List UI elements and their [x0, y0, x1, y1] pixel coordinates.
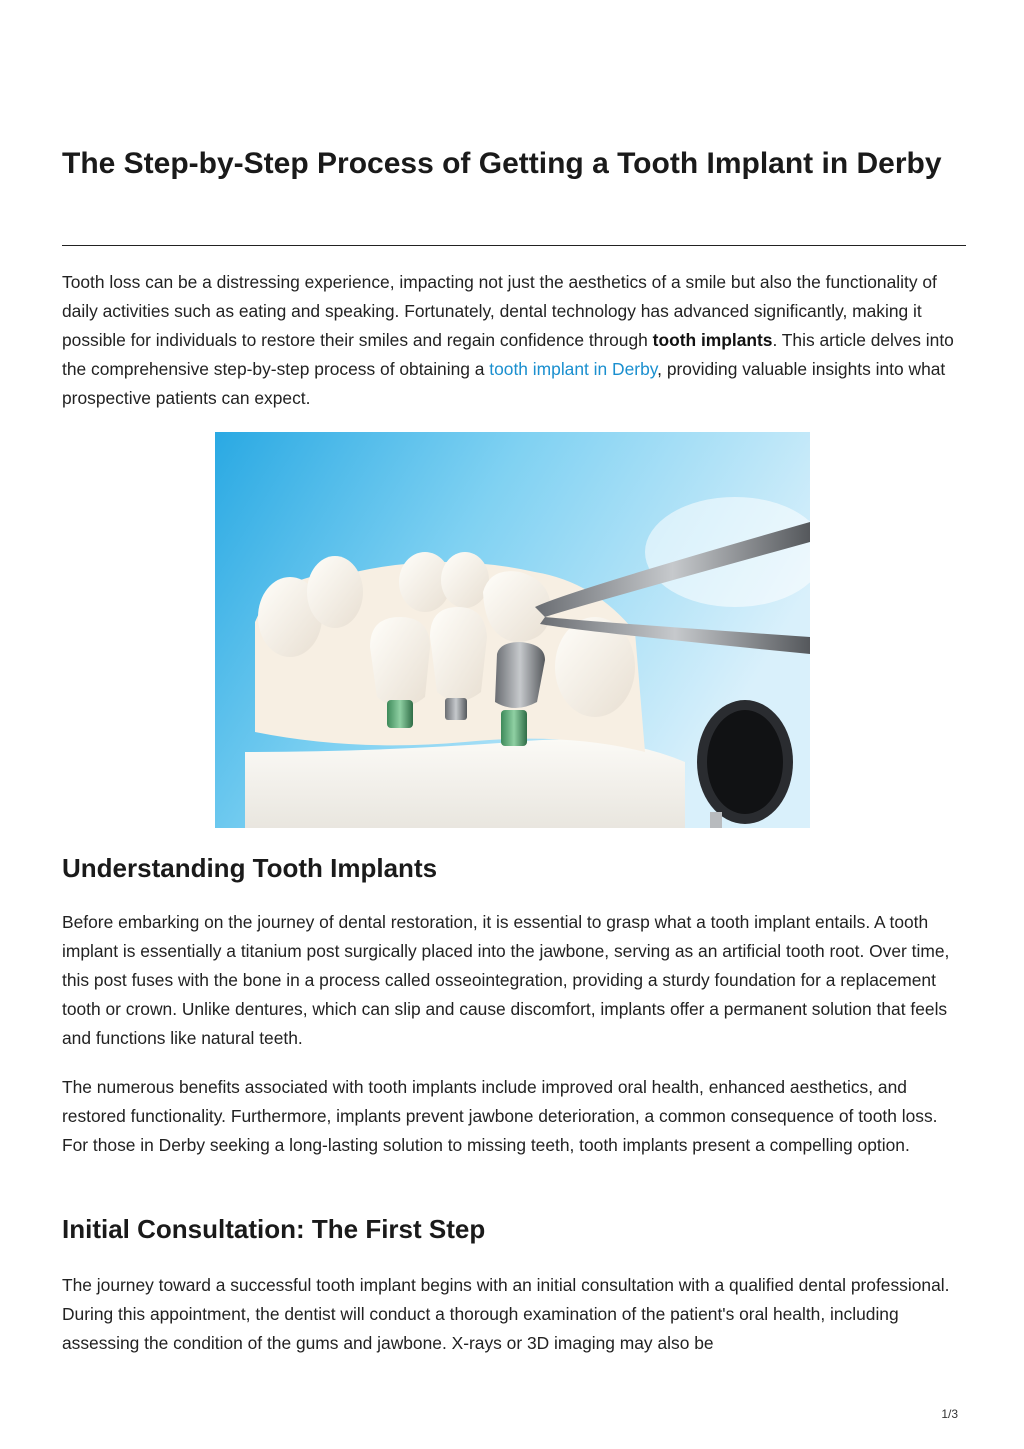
paragraph: The journey toward a successful tooth implant begins with an initial consultation with a qualified dental professional. During this appointment, the dentist will conduct a thorough examination of the patient's oral health, including assessing the condition of the gums and jawbone. X-rays or 3D imaging may also be: [62, 1275, 950, 1353]
section-heading-understanding: Understanding Tooth Implants: [62, 853, 438, 883]
section-heading-consultation: Initial Consultation: The First Step: [62, 1214, 486, 1244]
page-number: 1/3: [941, 1407, 958, 1421]
tooth-implant-derby-link[interactable]: tooth implant in Derby: [489, 359, 658, 379]
article-title: The Step-by-Step Process of Getting a Tooth Implant in Derby: [62, 147, 942, 180]
intro-text-1: Tooth loss can be a distressing experience, impacting not just the aesthetics of a smile but also the functionality of daily activities such as eating and speaking. Fortunately, dental technology has advanced significantly, making it possible for individuals to restore their smiles and regain confidence through: [62, 272, 937, 350]
intro-text-3: , providing valuable insights into what prospective patients can expect.: [62, 359, 946, 408]
intro-paragraph: [62, 268, 966, 413]
title-divider: [62, 245, 966, 246]
paragraph: Before embarking on the journey of dental restoration, it is essential to grasp what a tooth implant entails. A tooth implant is essentially a titanium post surgically placed into the jawbone, serving as an artificial tooth root. Over time, this post fuses with the bone in a process called osseointegration, providing a sturdy foundation for a replacement tooth or crown. Unlike dentures, which can slip and cause discomfort, implants offer a permanent solution that feels and functions like natural teeth.: [62, 912, 950, 1048]
intro-bold-term: tooth implants: [652, 330, 773, 350]
intro-text-2: . This article delves into the comprehensive step-by-step process of obtaining a: [62, 330, 954, 379]
dental-implant-photo: [215, 432, 810, 828]
paragraph: The numerous benefits associated with tooth implants include improved oral health, enhanced aesthetics, and restored functionality. Furthermore, implants prevent jawbone deterioration, a common consequence of tooth loss. For those in Derby seeking a long-lasting solution to missing teeth, tooth implants present a compelling option.: [62, 1077, 938, 1155]
